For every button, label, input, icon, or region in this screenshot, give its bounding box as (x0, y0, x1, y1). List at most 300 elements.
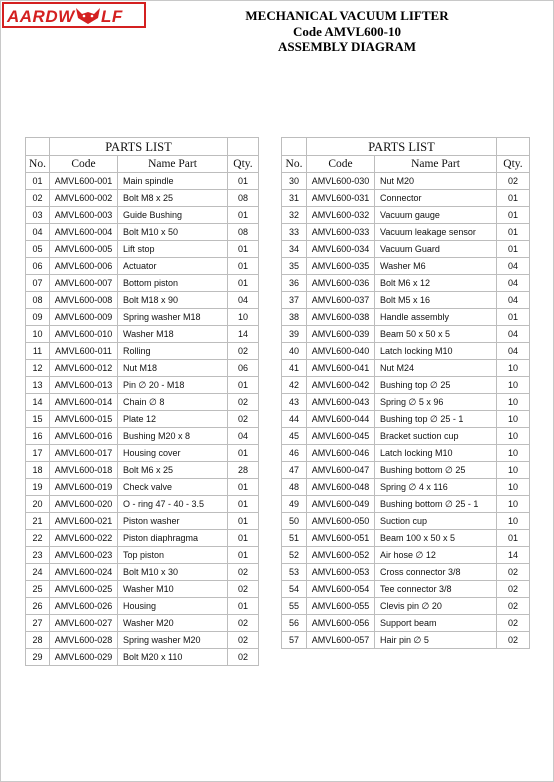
part-name: Cross connector 3/8 (375, 564, 497, 581)
table-row (282, 411, 530, 428)
part-name: Pin ∅ 20 - M18 (118, 377, 228, 394)
part-name: Rolling (118, 343, 228, 360)
part-quantity: 01 (228, 173, 259, 190)
column-header-name: Name Part (375, 156, 497, 173)
part-quantity: 01 (228, 241, 259, 258)
part-code: AMVL600-016 (50, 428, 118, 445)
part-name: Washer M20 (118, 615, 228, 632)
part-number: 52 (282, 547, 307, 564)
part-number: 50 (282, 513, 307, 530)
part-name: Top piston (118, 547, 228, 564)
table-row (26, 377, 259, 394)
part-number: 15 (26, 411, 50, 428)
part-number: 41 (282, 360, 307, 377)
part-number: 48 (282, 479, 307, 496)
part-code: AMVL600-019 (50, 479, 118, 496)
part-name: Support beam (375, 615, 497, 632)
part-number: 18 (26, 462, 50, 479)
part-name: Housing (118, 598, 228, 615)
part-number: 34 (282, 241, 307, 258)
part-name: Housing cover (118, 445, 228, 462)
part-code: AMVL600-010 (50, 326, 118, 343)
part-name: Beam 100 x 50 x 5 (375, 530, 497, 547)
part-quantity: 10 (497, 462, 530, 479)
part-name: Bolt M10 x 30 (118, 564, 228, 581)
part-code: AMVL600-041 (307, 360, 375, 377)
part-code: AMVL600-045 (307, 428, 375, 445)
table-row (282, 428, 530, 445)
part-quantity: 02 (228, 343, 259, 360)
part-number: 20 (26, 496, 50, 513)
part-number: 51 (282, 530, 307, 547)
table-row (26, 496, 259, 513)
part-code: AMVL600-035 (307, 258, 375, 275)
part-quantity: 14 (228, 326, 259, 343)
part-number: 14 (26, 394, 50, 411)
part-quantity: 02 (497, 598, 530, 615)
part-number: 01 (26, 173, 50, 190)
part-number: 44 (282, 411, 307, 428)
part-number: 42 (282, 377, 307, 394)
table-row (26, 394, 259, 411)
part-number: 17 (26, 445, 50, 462)
table-row (26, 564, 259, 581)
part-code: AMVL600-053 (307, 564, 375, 581)
part-code: AMVL600-022 (50, 530, 118, 547)
table-row (26, 360, 259, 377)
part-name: Nut M24 (375, 360, 497, 377)
part-code: AMVL600-055 (307, 598, 375, 615)
part-code: AMVL600-038 (307, 309, 375, 326)
part-name: Bolt M6 x 12 (375, 275, 497, 292)
part-code: AMVL600-034 (307, 241, 375, 258)
table-row (26, 309, 259, 326)
part-number: 35 (282, 258, 307, 275)
table-row (282, 207, 530, 224)
part-quantity: 02 (497, 615, 530, 632)
part-number: 05 (26, 241, 50, 258)
part-name: Washer M18 (118, 326, 228, 343)
table-row (282, 241, 530, 258)
title-line-1: MECHANICAL VACUUM LIFTER (245, 8, 449, 23)
table-row (26, 530, 259, 547)
part-code: AMVL600-056 (307, 615, 375, 632)
table-row (26, 343, 259, 360)
aardwolf-logo (2, 2, 146, 28)
part-quantity: 01 (497, 530, 530, 547)
part-number: 19 (26, 479, 50, 496)
table-row (282, 190, 530, 207)
part-quantity: 02 (228, 411, 259, 428)
part-name: Suction cup (375, 513, 497, 530)
part-name: Spring washer M20 (118, 632, 228, 649)
part-quantity: 08 (228, 224, 259, 241)
part-name: Air hose ∅ 12 (375, 547, 497, 564)
part-code: AMVL600-004 (50, 224, 118, 241)
part-code: AMVL600-017 (50, 445, 118, 462)
part-name: Bolt M5 x 16 (375, 292, 497, 309)
part-code: AMVL600-037 (307, 292, 375, 309)
table-row (26, 462, 259, 479)
table-row (282, 632, 530, 649)
part-quantity: 01 (228, 258, 259, 275)
part-quantity: 02 (497, 632, 530, 649)
part-number: 13 (26, 377, 50, 394)
part-code: AMVL600-032 (307, 207, 375, 224)
part-code: AMVL600-005 (50, 241, 118, 258)
part-name: Bushing top ∅ 25 (375, 377, 497, 394)
part-number: 04 (26, 224, 50, 241)
part-name: Nut M18 (118, 360, 228, 377)
part-code: AMVL600-024 (50, 564, 118, 581)
table-row (282, 513, 530, 530)
part-name: Latch locking M10 (375, 343, 497, 360)
part-number: 09 (26, 309, 50, 326)
part-quantity: 10 (497, 445, 530, 462)
part-name: Beam 50 x 50 x 5 (375, 326, 497, 343)
part-number: 53 (282, 564, 307, 581)
part-name: Vacuum Guard (375, 241, 497, 258)
part-name: Bolt M10 x 50 (118, 224, 228, 241)
part-code: AMVL600-042 (307, 377, 375, 394)
part-quantity: 10 (497, 394, 530, 411)
part-code: AMVL600-008 (50, 292, 118, 309)
part-quantity: 01 (497, 224, 530, 241)
part-quantity: 04 (497, 326, 530, 343)
part-code: AMVL600-040 (307, 343, 375, 360)
table-row (26, 513, 259, 530)
part-number: 49 (282, 496, 307, 513)
part-name: Spring ∅ 5 x 96 (375, 394, 497, 411)
part-code: AMVL600-021 (50, 513, 118, 530)
part-number: 29 (26, 649, 50, 666)
part-number: 43 (282, 394, 307, 411)
part-code: AMVL600-018 (50, 462, 118, 479)
part-quantity: 10 (497, 428, 530, 445)
part-name: Bolt M8 x 25 (118, 190, 228, 207)
column-header-qty: Qty. (497, 156, 530, 173)
parts-list-caption: PARTS LIST (50, 138, 228, 156)
part-quantity: 04 (228, 292, 259, 309)
part-code: AMVL600-027 (50, 615, 118, 632)
part-number: 33 (282, 224, 307, 241)
table-row (282, 462, 530, 479)
part-number: 57 (282, 632, 307, 649)
part-quantity: 01 (228, 445, 259, 462)
table-row (26, 479, 259, 496)
part-quantity: 01 (228, 598, 259, 615)
part-code: AMVL600-030 (307, 173, 375, 190)
column-header-name: Name Part (118, 156, 228, 173)
column-header-no: No. (26, 156, 50, 173)
part-name: Plate 12 (118, 411, 228, 428)
part-name: Bracket suction cup (375, 428, 497, 445)
part-code: AMVL600-002 (50, 190, 118, 207)
part-number: 28 (26, 632, 50, 649)
table-row (282, 581, 530, 598)
part-number: 22 (26, 530, 50, 547)
part-name: Piston diaphragma (118, 530, 228, 547)
table-row (282, 309, 530, 326)
table-row (26, 292, 259, 309)
part-code: AMVL600-014 (50, 394, 118, 411)
table-row (26, 581, 259, 598)
part-name: Piston washer (118, 513, 228, 530)
part-code: AMVL600-028 (50, 632, 118, 649)
part-number: 02 (26, 190, 50, 207)
part-name: Bolt M6 x 25 (118, 462, 228, 479)
table-row (282, 530, 530, 547)
part-number: 54 (282, 581, 307, 598)
part-code: AMVL600-029 (50, 649, 118, 666)
parts-list-caption: PARTS LIST (307, 138, 497, 156)
part-name: Actuator (118, 258, 228, 275)
part-quantity: 04 (228, 428, 259, 445)
parts-list-table-right (281, 137, 530, 649)
part-code: AMVL600-044 (307, 411, 375, 428)
table-row (26, 275, 259, 292)
table-row (282, 598, 530, 615)
part-number: 37 (282, 292, 307, 309)
part-name: Nut M20 (375, 173, 497, 190)
table-row (26, 445, 259, 462)
part-code: AMVL600-047 (307, 462, 375, 479)
part-number: 32 (282, 207, 307, 224)
part-quantity: 04 (497, 343, 530, 360)
part-quantity: 04 (497, 292, 530, 309)
part-quantity: 02 (497, 564, 530, 581)
part-name: O - ring 47 - 40 - 3.5 (118, 496, 228, 513)
part-quantity: 02 (228, 649, 259, 666)
table-row (26, 173, 259, 190)
part-quantity: 14 (497, 547, 530, 564)
part-number: 21 (26, 513, 50, 530)
part-number: 23 (26, 547, 50, 564)
part-name: Vacuum leakage sensor (375, 224, 497, 241)
part-name: Washer M6 (375, 258, 497, 275)
part-code: AMVL600-043 (307, 394, 375, 411)
table-row (26, 428, 259, 445)
table-row (282, 547, 530, 564)
part-name: Connector (375, 190, 497, 207)
part-code: AMVL600-006 (50, 258, 118, 275)
part-number: 46 (282, 445, 307, 462)
part-quantity: 04 (497, 275, 530, 292)
part-code: AMVL600-012 (50, 360, 118, 377)
part-name: Lift stop (118, 241, 228, 258)
part-number: 31 (282, 190, 307, 207)
part-quantity: 10 (228, 309, 259, 326)
part-code: AMVL600-039 (307, 326, 375, 343)
part-quantity: 10 (497, 496, 530, 513)
part-name: Chain ∅ 8 (118, 394, 228, 411)
svg-text:LF: LF (101, 7, 123, 26)
table-row (26, 241, 259, 258)
table-row (26, 190, 259, 207)
part-quantity: 02 (228, 564, 259, 581)
part-name: Check valve (118, 479, 228, 496)
part-code: AMVL600-023 (50, 547, 118, 564)
part-code: AMVL600-020 (50, 496, 118, 513)
table-row (282, 292, 530, 309)
part-number: 25 (26, 581, 50, 598)
part-quantity: 02 (228, 615, 259, 632)
table-row (26, 649, 259, 666)
part-code: AMVL600-011 (50, 343, 118, 360)
table-row (282, 479, 530, 496)
part-name: Washer M10 (118, 581, 228, 598)
part-quantity: 02 (228, 632, 259, 649)
column-header-qty: Qty. (228, 156, 259, 173)
part-code: AMVL600-009 (50, 309, 118, 326)
part-quantity: 02 (497, 173, 530, 190)
part-number: 36 (282, 275, 307, 292)
part-quantity: 02 (228, 394, 259, 411)
part-number: 39 (282, 326, 307, 343)
part-quantity: 01 (497, 207, 530, 224)
part-number: 56 (282, 615, 307, 632)
table-row (282, 360, 530, 377)
part-quantity: 06 (228, 360, 259, 377)
part-quantity: 01 (228, 547, 259, 564)
part-number: 08 (26, 292, 50, 309)
table-row (282, 173, 530, 190)
part-code: AMVL600-015 (50, 411, 118, 428)
part-code: AMVL600-026 (50, 598, 118, 615)
part-quantity: 10 (497, 377, 530, 394)
table-row (282, 615, 530, 632)
svg-text:AARDW: AARDW (7, 7, 75, 26)
part-quantity: 01 (497, 190, 530, 207)
part-code: AMVL600-003 (50, 207, 118, 224)
part-quantity: 10 (497, 479, 530, 496)
part-quantity: 04 (497, 258, 530, 275)
table-row (26, 411, 259, 428)
parts-rows (26, 173, 259, 666)
part-quantity: 02 (228, 581, 259, 598)
part-name: Hair pin ∅ 5 (375, 632, 497, 649)
part-quantity: 10 (497, 360, 530, 377)
part-code: AMVL600-057 (307, 632, 375, 649)
part-name: Bushing M20 x 8 (118, 428, 228, 445)
part-name: Bottom piston (118, 275, 228, 292)
part-code: AMVL600-052 (307, 547, 375, 564)
part-name: Handle assembly (375, 309, 497, 326)
table-row (26, 224, 259, 241)
part-quantity: 01 (228, 275, 259, 292)
document-title (180, 8, 514, 55)
part-name: Bushing top ∅ 25 - 1 (375, 411, 497, 428)
part-quantity: 01 (228, 513, 259, 530)
table-row (26, 258, 259, 275)
part-number: 55 (282, 598, 307, 615)
part-quantity: 02 (497, 581, 530, 598)
part-quantity: 01 (228, 207, 259, 224)
part-code: AMVL600-013 (50, 377, 118, 394)
part-number: 06 (26, 258, 50, 275)
part-number: 24 (26, 564, 50, 581)
part-code: AMVL600-025 (50, 581, 118, 598)
part-number: 16 (26, 428, 50, 445)
part-quantity: 08 (228, 190, 259, 207)
table-row (282, 445, 530, 462)
part-quantity: 01 (497, 309, 530, 326)
part-name: Tee connector 3/8 (375, 581, 497, 598)
table-row (282, 496, 530, 513)
column-header-no: No. (282, 156, 307, 173)
part-code: AMVL600-050 (307, 513, 375, 530)
wolf-head-icon (76, 8, 100, 24)
part-code: AMVL600-007 (50, 275, 118, 292)
column-header-code: Code (307, 156, 375, 173)
part-name: Bushing bottom ∅ 25 (375, 462, 497, 479)
table-row (26, 207, 259, 224)
part-quantity: 01 (497, 241, 530, 258)
part-number: 10 (26, 326, 50, 343)
part-quantity: 10 (497, 411, 530, 428)
table-row (282, 394, 530, 411)
part-number: 07 (26, 275, 50, 292)
parts-rows (282, 173, 530, 649)
part-code: AMVL600-046 (307, 445, 375, 462)
table-row (282, 326, 530, 343)
part-number: 38 (282, 309, 307, 326)
table-row (282, 224, 530, 241)
part-code: AMVL600-036 (307, 275, 375, 292)
part-name: Spring ∅ 4 x 116 (375, 479, 497, 496)
part-number: 11 (26, 343, 50, 360)
part-number: 45 (282, 428, 307, 445)
table-row (282, 275, 530, 292)
part-number: 40 (282, 343, 307, 360)
part-name: Guide Bushing (118, 207, 228, 224)
table-row (26, 326, 259, 343)
part-number: 26 (26, 598, 50, 615)
part-number: 03 (26, 207, 50, 224)
part-quantity: 01 (228, 496, 259, 513)
part-name: Main spindle (118, 173, 228, 190)
table-row (26, 615, 259, 632)
part-name: Bolt M18 x 90 (118, 292, 228, 309)
column-header-code: Code (50, 156, 118, 173)
title-line-3: ASSEMBLY DIAGRAM (277, 39, 417, 54)
part-quantity: 01 (228, 479, 259, 496)
parts-list-table-left (25, 137, 259, 666)
table-row (282, 343, 530, 360)
table-row (282, 258, 530, 275)
part-code: AMVL600-049 (307, 496, 375, 513)
part-number: 12 (26, 360, 50, 377)
part-name: Spring washer M18 (118, 309, 228, 326)
part-number: 27 (26, 615, 50, 632)
part-number: 30 (282, 173, 307, 190)
part-name: Latch locking M10 (375, 445, 497, 462)
part-name: Bushing bottom ∅ 25 - 1 (375, 496, 497, 513)
part-name: Vacuum gauge (375, 207, 497, 224)
logo-wordmark (4, 4, 144, 26)
title-line-2: Code AMVL600-10 (293, 23, 401, 39)
table-row (26, 598, 259, 615)
part-code: AMVL600-031 (307, 190, 375, 207)
part-quantity: 01 (228, 377, 259, 394)
part-quantity: 28 (228, 462, 259, 479)
part-name: Bolt M20 x 110 (118, 649, 228, 666)
part-number: 47 (282, 462, 307, 479)
part-code: AMVL600-033 (307, 224, 375, 241)
part-name: Clevis pin ∅ 20 (375, 598, 497, 615)
part-code: AMVL600-048 (307, 479, 375, 496)
part-code: AMVL600-054 (307, 581, 375, 598)
